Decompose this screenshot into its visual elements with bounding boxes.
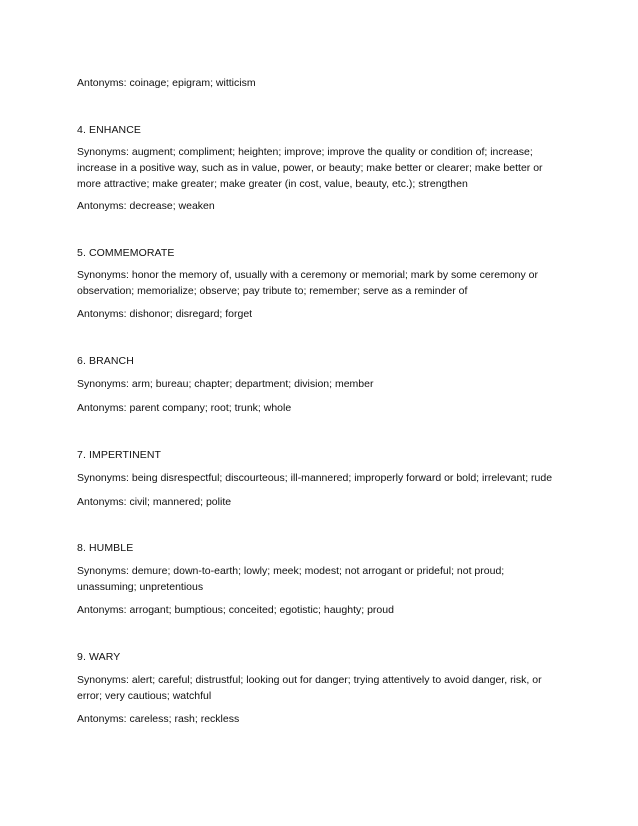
antonyms-line-branch: Antonyms: parent company; root; trunk; whole [77,402,292,414]
entry-heading-wary: 9. WARY [77,651,121,663]
antonyms-line-enhance: Antonyms: decrease; weaken [77,200,215,212]
entry-heading-branch: 6. BRANCH [77,355,134,367]
antonyms-line-top: Antonyms: coinage; epigram; witticism [77,77,256,89]
antonyms-line-commemorate: Antonyms: dishonor; disregard; forget [77,308,253,320]
synonyms-line-humble-2: unassuming; unpretentious [77,581,204,593]
synonyms-line-branch-1: Synonyms: arm; bureau; chapter; department; division; member [77,378,374,390]
synonyms-line-impertinent-1: Synonyms: being disrespectful; discourteous; ill-mannered; improperly forward or bold; irrelevant; rude [77,472,553,484]
synonyms-line-humble-1: Synonyms: demure; down-to-earth; lowly; meek; modest; not arrogant or prideful; not proud; [77,565,505,577]
synonyms-line-enhance-3: more attractive; make greater; make greater (in cost, value, beauty, etc.); strengthen [77,178,468,190]
antonyms-line-humble: Antonyms: arrogant; bumptious; conceited; egotistic; haughty; proud [77,604,394,616]
synonyms-line-wary-1: Synonyms: alert; careful; distrustful; looking out for danger; trying attentively to avoid danger, risk, or [77,674,542,686]
entry-heading-humble: 8. HUMBLE [77,542,134,554]
antonyms-line-impertinent: Antonyms: civil; mannered; polite [77,496,232,508]
entry-heading-impertinent: 7. IMPERTINENT [77,449,162,461]
entry-heading-commemorate: 5. COMMEMORATE [77,247,175,259]
antonyms-line-wary: Antonyms: careless; rash; reckless [77,713,240,725]
entry-heading-enhance: 4. ENHANCE [77,124,142,136]
synonyms-line-enhance-2: increase in a positive way, such as in value, power, or beauty; make better or clearer; make better or [77,162,543,174]
synonyms-line-enhance-1: Synonyms: augment; compliment; heighten; improve; improve the quality or condition of; increase; [77,146,533,158]
synonyms-line-commemorate-1: Synonyms: honor the memory of, usually with a ceremony or memorial; mark by some ceremony or [77,269,539,281]
synonyms-line-wary-2: error; very cautious; watchful [77,690,212,702]
synonyms-line-commemorate-2: observation; memorialize; observe; pay tribute to; remember; serve as a reminder of [77,285,468,297]
